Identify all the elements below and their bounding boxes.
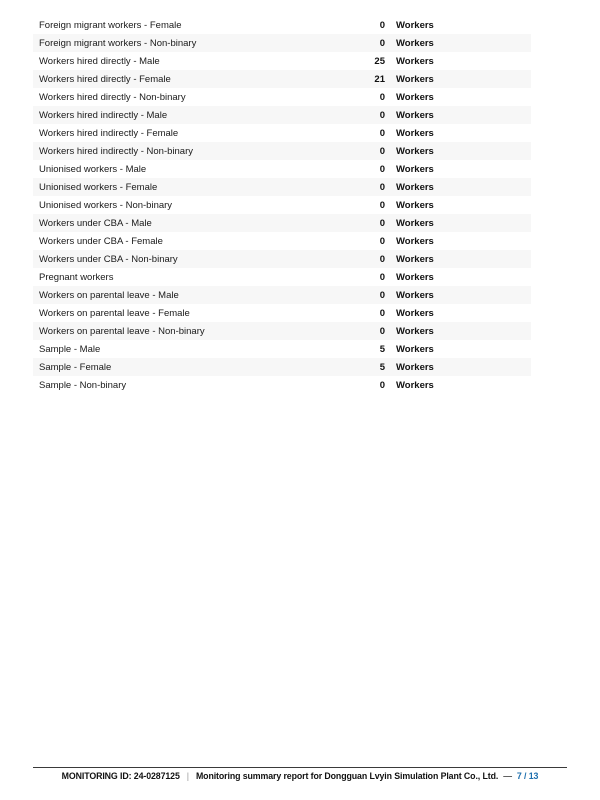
row-label: Workers under CBA - Non-binary [39,253,178,265]
row-unit: Workers [396,127,434,139]
row-label: Workers under CBA - Female [39,235,163,247]
table-row [33,70,531,88]
table-row [33,232,531,250]
row-value: 0 [379,379,385,391]
table-row [33,88,531,106]
row-value: 5 [379,343,385,355]
row-unit: Workers [396,253,434,265]
row-value: 0 [379,145,385,157]
row-unit: Workers [396,163,434,175]
row-unit: Workers [396,307,434,319]
row-unit: Workers [396,19,434,31]
page-indicator: 7 / 13 [516,771,539,781]
row-label: Workers hired directly - Male [39,55,160,67]
row-value: 0 [379,91,385,103]
row-label: Unionised workers - Female [39,181,158,193]
row-value: 0 [379,163,385,175]
table-row [33,214,531,232]
row-unit: Workers [396,343,434,355]
table-row [33,52,531,70]
footer [0,771,600,781]
row-value: 0 [379,307,385,319]
row-label: Unionised workers - Non-binary [39,199,173,211]
row-value: 0 [379,289,385,301]
footer-dash: — [503,771,512,781]
row-value: 0 [379,181,385,193]
row-unit: Workers [396,289,434,301]
table-row [33,178,531,196]
table-row [33,16,531,34]
table-row [33,106,531,124]
row-label: Sample - Non-binary [39,379,127,391]
table-row [33,268,531,286]
report-title: Monitoring summary report for Dongguan Lvyin Simulation Plant Co., Ltd. [195,771,499,781]
table-row [33,358,531,376]
table-row [33,322,531,340]
row-unit: Workers [396,109,434,121]
row-label: Workers hired directly - Female [39,73,171,85]
table-row [33,124,531,142]
row-label: Workers under CBA - Male [39,217,152,229]
monitoring-id: MONITORING ID: 24-0287125 [61,771,180,781]
row-unit: Workers [396,379,434,391]
table-row [33,376,531,394]
row-label: Unionised workers - Male [39,163,147,175]
table-row [33,340,531,358]
row-value: 0 [379,199,385,211]
row-unit: Workers [396,55,434,67]
table-row [33,142,531,160]
row-label: Sample - Male [39,343,101,355]
row-unit: Workers [396,271,434,283]
row-label: Pregnant workers [39,271,114,283]
row-label: Workers hired indirectly - Female [39,127,179,139]
table-row [33,196,531,214]
row-label: Sample - Female [39,361,112,373]
row-value: 0 [379,253,385,265]
row-label: Workers hired indirectly - Male [39,109,168,121]
row-value: 0 [379,37,385,49]
row-label: Workers hired directly - Non-binary [39,91,186,103]
table-row [33,34,531,52]
row-value: 0 [379,19,385,31]
table-row [33,304,531,322]
row-label: Workers on parental leave - Male [39,289,179,301]
table-row [33,286,531,304]
workers-table [33,16,531,394]
row-unit: Workers [396,145,434,157]
row-value: 21 [374,73,385,85]
table-row [33,250,531,268]
row-unit: Workers [396,73,434,85]
table-row [33,160,531,178]
row-unit: Workers [396,361,434,373]
row-value: 5 [379,361,385,373]
row-label: Workers on parental leave - Non-binary [39,325,205,337]
footer-divider [33,767,567,768]
row-value: 0 [379,235,385,247]
row-unit: Workers [396,181,434,193]
row-label: Workers on parental leave - Female [39,307,190,319]
row-value: 0 [379,109,385,121]
row-unit: Workers [396,91,434,103]
row-unit: Workers [396,199,434,211]
row-value: 0 [379,271,385,283]
row-label: Foreign migrant workers - Non-binary [39,37,197,49]
row-label: Foreign migrant workers - Female [39,19,182,31]
row-unit: Workers [396,37,434,49]
row-value: 0 [379,325,385,337]
row-unit: Workers [396,325,434,337]
row-value: 0 [379,127,385,139]
row-unit: Workers [396,235,434,247]
row-unit: Workers [396,217,434,229]
row-label: Workers hired indirectly - Non-binary [39,145,193,157]
row-value: 0 [379,217,385,229]
footer-separator: | [186,771,189,781]
row-value: 25 [374,55,385,67]
